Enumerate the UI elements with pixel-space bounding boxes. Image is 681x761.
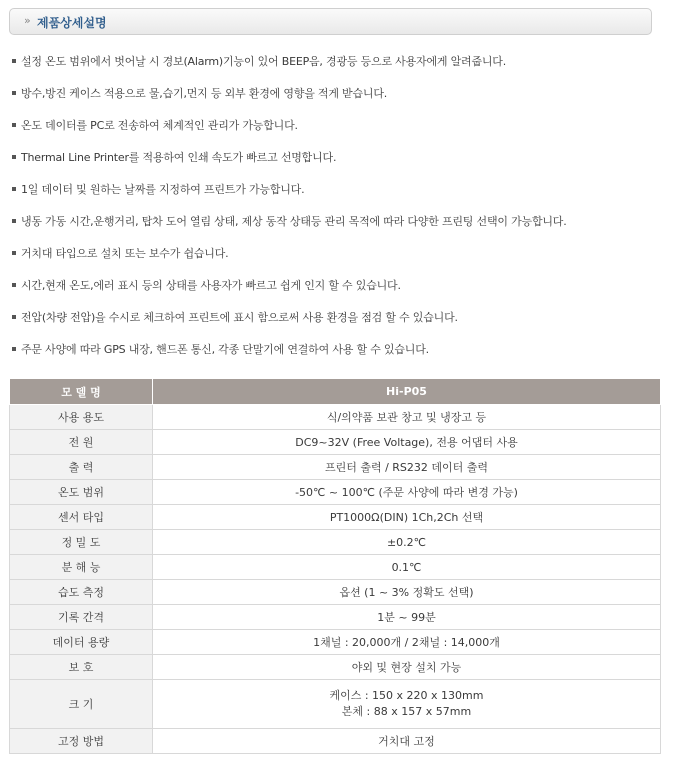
table-row xyxy=(10,555,661,580)
spec-value: 프린터 출력 / RS232 데이터 출력 xyxy=(153,455,661,480)
spec-label: 정 밀 도 xyxy=(10,530,153,555)
spec-value: 거치대 고정 xyxy=(153,729,661,754)
feature-text: 시간,현재 온도,에러 표시 등의 상태를 사용자가 빠르고 쉽게 인지 할 수 있습니다. xyxy=(21,279,401,292)
list-item xyxy=(12,52,672,84)
spec-value: -50℃ ~ 100℃ (주문 사양에 따라 변경 가능) xyxy=(153,480,661,505)
table-row xyxy=(10,605,661,630)
spec-label: 사용 용도 xyxy=(10,405,153,430)
spec-value xyxy=(153,680,661,729)
list-item xyxy=(12,308,672,340)
list-item xyxy=(12,244,672,276)
table-row xyxy=(10,630,661,655)
spec-label: 기록 간격 xyxy=(10,605,153,630)
list-item xyxy=(12,340,672,372)
spec-value: PT1000Ω(DIN) 1Ch,2Ch 선택 xyxy=(153,505,661,530)
list-item xyxy=(12,116,672,148)
table-row xyxy=(10,580,661,605)
feature-text: 냉동 가동 시간,운행거리, 탑차 도어 열림 상태, 제상 동작 상태등 관리 목적에 따라 다양한 프린팅 선택이 가능합니다. xyxy=(21,215,567,228)
list-item xyxy=(12,180,672,212)
spec-label: 출 력 xyxy=(10,455,153,480)
table-row xyxy=(10,430,661,455)
spec-value: 1분 ~ 99분 xyxy=(153,605,661,630)
spec-label: 크 기 xyxy=(10,680,153,729)
table-row xyxy=(10,505,661,530)
table-header-row xyxy=(10,379,661,405)
bullet-icon xyxy=(12,155,16,159)
feature-text: 전압(차량 전압)을 수시로 체크하여 프린트에 표시 함으로써 사용 환경을 점검 할 수 있습니다. xyxy=(21,311,458,324)
list-item xyxy=(12,276,672,308)
chevron-right-icon: » xyxy=(24,14,31,27)
table-row xyxy=(10,655,661,680)
spec-value: 1채널 : 20,000개 / 2채널 : 14,000개 xyxy=(153,630,661,655)
spec-value: 0.1℃ xyxy=(153,555,661,580)
model-name-value: Hi-P05 xyxy=(153,379,661,405)
model-name-header: 모 델 명 xyxy=(10,379,153,405)
list-item xyxy=(12,148,672,180)
table-row xyxy=(10,729,661,754)
list-item xyxy=(12,212,672,244)
bullet-icon xyxy=(12,315,16,319)
bullet-icon xyxy=(12,219,16,223)
table-row xyxy=(10,530,661,555)
spec-label: 데이터 용량 xyxy=(10,630,153,655)
spec-value-line: 케이스 : 150 x 220 x 130mm xyxy=(329,689,484,702)
feature-text: Thermal Line Printer를 적용하여 인쇄 속도가 빠르고 선명합니다. xyxy=(21,151,337,164)
spec-label: 고정 방법 xyxy=(10,729,153,754)
spec-label: 센서 타입 xyxy=(10,505,153,530)
section-title: 제품상세설명 xyxy=(37,16,107,30)
spec-value: 옵션 (1 ~ 3% 정확도 선택) xyxy=(153,580,661,605)
spec-value-line: 본체 : 88 x 157 x 57mm xyxy=(341,705,472,718)
bullet-icon xyxy=(12,91,16,95)
table-row xyxy=(10,480,661,505)
feature-text: 주문 사양에 따라 GPS 내장, 핸드폰 통신, 각종 단말기에 연결하여 사용 할 수 있습니다. xyxy=(21,343,429,356)
feature-text: 방수,방진 케이스 적용으로 물,습기,먼지 등 외부 환경에 영향을 적게 받습니다. xyxy=(21,87,388,100)
feature-text: 설정 온도 범위에서 벗어날 시 경보(Alarm)기능이 있어 BEEP음, 경광등 등으로 사용자에게 알려줍니다. xyxy=(21,55,507,68)
feature-text: 거치대 타입으로 설치 또는 보수가 쉽습니다. xyxy=(21,247,229,260)
spec-value: DC9~32V (Free Voltage), 전용 어댑터 사용 xyxy=(153,430,661,455)
table-row xyxy=(10,680,661,729)
spec-label: 온도 범위 xyxy=(10,480,153,505)
feature-list xyxy=(12,52,672,372)
spec-label: 전 원 xyxy=(10,430,153,455)
list-item xyxy=(12,84,672,116)
spec-label: 습도 측정 xyxy=(10,580,153,605)
bullet-icon xyxy=(12,123,16,127)
spec-value: ±0.2℃ xyxy=(153,530,661,555)
bullet-icon xyxy=(12,283,16,287)
spec-label: 보 호 xyxy=(10,655,153,680)
feature-text: 온도 데이터를 PC로 전송하여 체계적인 관리가 가능합니다. xyxy=(21,119,298,132)
spec-value: 야외 및 현장 설치 가능 xyxy=(153,655,661,680)
section-header xyxy=(9,8,652,35)
table-row xyxy=(10,405,661,430)
bullet-icon xyxy=(12,251,16,255)
bullet-icon xyxy=(12,59,16,63)
spec-table xyxy=(9,378,661,754)
bullet-icon xyxy=(12,187,16,191)
feature-text: 1일 데이터 및 원하는 날짜를 지정하여 프린트가 가능합니다. xyxy=(21,183,305,196)
spec-value: 식/의약품 보관 창고 및 냉장고 등 xyxy=(153,405,661,430)
bullet-icon xyxy=(12,347,16,351)
spec-label: 분 해 능 xyxy=(10,555,153,580)
table-row xyxy=(10,455,661,480)
